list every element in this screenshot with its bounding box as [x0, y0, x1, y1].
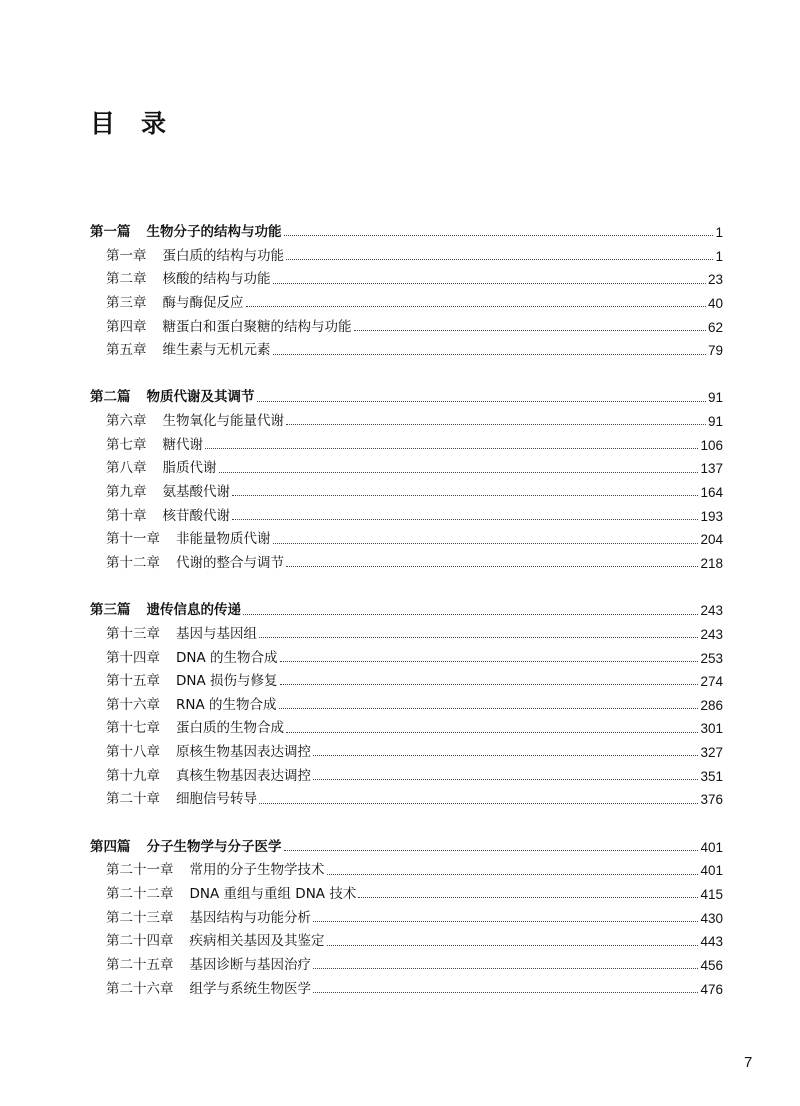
- toc-chapter-entry[interactable]: [90, 930, 723, 954]
- dot-leader: [232, 495, 698, 496]
- dot-leader: [286, 259, 713, 260]
- dot-leader: [286, 732, 698, 733]
- chapter-title: 糖代谢: [162, 436, 203, 453]
- page-ref: 351: [700, 768, 723, 784]
- dot-leader: [313, 779, 698, 780]
- page-ref: 23: [707, 272, 723, 288]
- chapter-label: 第二十五章: [106, 956, 174, 973]
- chapter-label: 第二十六章: [106, 980, 174, 997]
- chapter-title: 氨基酸代谢: [162, 484, 230, 501]
- chapter-label: 第十六章: [106, 696, 160, 713]
- chapter-label: 第九章: [106, 484, 147, 501]
- part-title: 分子生物学与分子医学: [146, 838, 282, 855]
- dot-leader: [273, 354, 706, 355]
- chapter-title: DNA 损伤与修复: [176, 673, 278, 690]
- dot-leader: [284, 235, 714, 236]
- part-title: 生物分子的结构与功能: [146, 224, 282, 240]
- toc-chapter-entry[interactable]: [90, 245, 723, 269]
- toc-part-entry[interactable]: [90, 221, 723, 245]
- page-ref: 243: [700, 603, 723, 619]
- page-ref: 1: [715, 225, 723, 240]
- toc-chapter-entry[interactable]: [90, 528, 723, 552]
- toc-chapter-entry[interactable]: [90, 859, 723, 883]
- chapter-label: 第六章: [106, 413, 147, 430]
- chapter-title: 细胞信号转导: [176, 791, 257, 808]
- dot-leader: [358, 897, 698, 898]
- page-ref: 193: [700, 508, 723, 524]
- toc-chapter-entry[interactable]: [90, 954, 723, 978]
- page-ref: 415: [700, 886, 723, 902]
- part-title: 物质代谢及其调节: [146, 389, 255, 406]
- chapter-title: RNA 的生物合成: [176, 696, 277, 713]
- chapter-title: 蛋白质的结构与功能: [162, 247, 284, 264]
- chapter-title: 糖蛋白和蛋白聚糖的结构与功能: [162, 318, 352, 335]
- dot-leader: [279, 708, 699, 709]
- page-ref: 1: [715, 248, 723, 264]
- chapter-title: 基因诊断与基因治疗: [189, 956, 311, 973]
- toc-chapter-entry[interactable]: [90, 268, 723, 292]
- chapter-title: 维生素与无机元素: [162, 342, 271, 359]
- page-ref: 476: [700, 981, 723, 997]
- chapter-label: 第三章: [106, 294, 147, 311]
- chapter-label: 第一章: [106, 247, 147, 264]
- chapter-title: 脂质代谢: [162, 460, 217, 477]
- toc-part-entry[interactable]: [90, 836, 723, 860]
- chapter-label: 第八章: [106, 460, 147, 477]
- page-ref: 137: [700, 461, 723, 477]
- toc-chapter-entry[interactable]: [90, 339, 723, 363]
- dot-leader: [257, 401, 706, 402]
- toc-chapter-entry[interactable]: [90, 623, 723, 647]
- chapter-title: DNA 重组与重组 DNA 技术: [189, 885, 357, 902]
- toc-chapter-entry[interactable]: [90, 647, 723, 671]
- chapter-title: 基因与基因组: [176, 625, 257, 642]
- dot-leader: [205, 448, 698, 449]
- table-of-contents: [90, 221, 723, 1001]
- page-ref: 456: [700, 957, 723, 973]
- dot-leader: [280, 661, 699, 662]
- chapter-label: 第二十二章: [106, 885, 174, 902]
- toc-chapter-entry[interactable]: [90, 434, 723, 458]
- page-ref: 91: [707, 414, 723, 430]
- toc-chapter-entry[interactable]: [90, 670, 723, 694]
- chapter-title: 核酸的结构与功能: [162, 271, 271, 288]
- page-ref: 286: [700, 697, 723, 713]
- dot-leader: [286, 424, 706, 425]
- chapter-label: 第十四章: [106, 649, 160, 666]
- dot-leader: [273, 543, 699, 544]
- chapter-title: DNA 的生物合成: [176, 649, 278, 666]
- chapter-title: 组学与系统生物医学: [189, 980, 311, 997]
- chapter-title: 核苷酸代谢: [162, 507, 230, 524]
- page-title: 目录: [90, 109, 193, 138]
- page-ref: 218: [700, 555, 723, 571]
- page-ref: 253: [700, 650, 723, 666]
- page-ref: 401: [700, 839, 723, 855]
- chapter-label: 第五章: [106, 342, 147, 359]
- chapter-label: 第十一章: [106, 531, 160, 548]
- dot-leader: [313, 921, 698, 922]
- toc-chapter-entry[interactable]: [90, 457, 723, 481]
- chapter-label: 第四章: [106, 318, 147, 335]
- dot-leader: [280, 684, 699, 685]
- chapter-label: 第十七章: [106, 720, 160, 737]
- page-ref: 401: [700, 863, 723, 879]
- dot-leader: [286, 566, 698, 567]
- part-label: 第三篇: [90, 602, 131, 619]
- chapter-label: 第十九章: [106, 767, 160, 784]
- chapter-label: 第十二章: [106, 554, 160, 571]
- page-ref: 430: [700, 910, 723, 926]
- spacer: [90, 576, 723, 600]
- chapter-title: 常用的分子生物学技术: [189, 862, 325, 879]
- chapter-title: 蛋白质的生物合成: [176, 720, 284, 737]
- page-ref: 376: [700, 792, 723, 808]
- chapter-label: 第二十三章: [106, 909, 174, 926]
- dot-leader: [232, 519, 698, 520]
- dot-leader: [313, 755, 698, 756]
- part-label: 第二篇: [90, 389, 131, 406]
- page-ref: 62: [707, 319, 723, 335]
- dot-leader: [327, 874, 699, 875]
- toc-chapter-entry[interactable]: [90, 410, 723, 434]
- toc-chapter-entry[interactable]: [90, 694, 723, 718]
- chapter-title: 真核生物基因表达调控: [176, 767, 311, 784]
- page-ref: 243: [700, 626, 723, 642]
- dot-leader: [259, 803, 698, 804]
- spacer: [90, 812, 723, 836]
- dot-leader: [284, 850, 699, 851]
- chapter-title: 生物氧化与能量代谢: [162, 413, 284, 430]
- dot-leader: [219, 472, 699, 473]
- chapter-label: 第十章: [106, 507, 147, 524]
- toc-chapter-entry[interactable]: [90, 292, 723, 316]
- page-ref: 274: [700, 674, 723, 690]
- chapter-label: 第十八章: [106, 744, 160, 761]
- page-ref: 443: [700, 934, 723, 950]
- chapter-title: 代谢的整合与调节: [176, 554, 284, 571]
- toc-part-entry[interactable]: [90, 599, 723, 623]
- dot-leader: [246, 306, 706, 307]
- dot-leader: [273, 283, 706, 284]
- dot-leader: [243, 614, 698, 615]
- spacer: [90, 363, 723, 387]
- part-label: 第一篇: [90, 224, 131, 240]
- chapter-label: 第二十一章: [106, 862, 174, 879]
- chapter-title: 非能量物质代谢: [176, 531, 271, 548]
- part-label: 第四篇: [90, 838, 131, 855]
- page-ref: 91: [707, 390, 723, 406]
- toc-chapter-entry[interactable]: [90, 741, 723, 765]
- page-ref: 301: [700, 721, 723, 737]
- chapter-title: 原核生物基因表达调控: [176, 744, 311, 761]
- dot-leader: [259, 637, 698, 638]
- toc-part-entry[interactable]: [90, 386, 723, 410]
- toc-chapter-entry[interactable]: [90, 788, 723, 812]
- toc-chapter-entry[interactable]: [90, 883, 723, 907]
- chapter-label: 第二十四章: [106, 933, 174, 950]
- page-ref: 204: [700, 532, 723, 548]
- chapter-label: 第十三章: [106, 625, 160, 642]
- page-ref: 106: [700, 437, 723, 453]
- toc-chapter-entry[interactable]: [90, 552, 723, 576]
- chapter-label: 第十五章: [106, 673, 160, 690]
- page-ref: 79: [707, 343, 723, 359]
- page-ref: 164: [700, 485, 723, 501]
- chapter-title: 酶与酶促反应: [162, 294, 244, 311]
- chapter-title: 基因结构与功能分析: [189, 909, 311, 926]
- toc-chapter-entry[interactable]: [90, 717, 723, 741]
- chapter-label: 第七章: [106, 436, 147, 453]
- chapter-label: 第二十章: [106, 791, 160, 808]
- toc-chapter-entry[interactable]: [90, 907, 723, 931]
- dot-leader: [313, 992, 698, 993]
- dot-leader: [313, 968, 698, 969]
- toc-chapter-entry[interactable]: [90, 765, 723, 789]
- dot-leader: [354, 330, 706, 331]
- toc-chapter-entry[interactable]: [90, 481, 723, 505]
- chapter-title: 疾病相关基因及其鉴定: [189, 933, 325, 950]
- toc-chapter-entry[interactable]: [90, 505, 723, 529]
- chapter-label: 第二章: [106, 271, 147, 288]
- part-title: 遗传信息的传递: [146, 602, 241, 619]
- toc-chapter-entry[interactable]: [90, 978, 723, 1002]
- page-ref: 327: [700, 745, 723, 761]
- dot-leader: [327, 945, 699, 946]
- toc-chapter-entry[interactable]: [90, 316, 723, 340]
- page-number: 7: [744, 1054, 753, 1071]
- page-ref: 40: [707, 295, 723, 311]
